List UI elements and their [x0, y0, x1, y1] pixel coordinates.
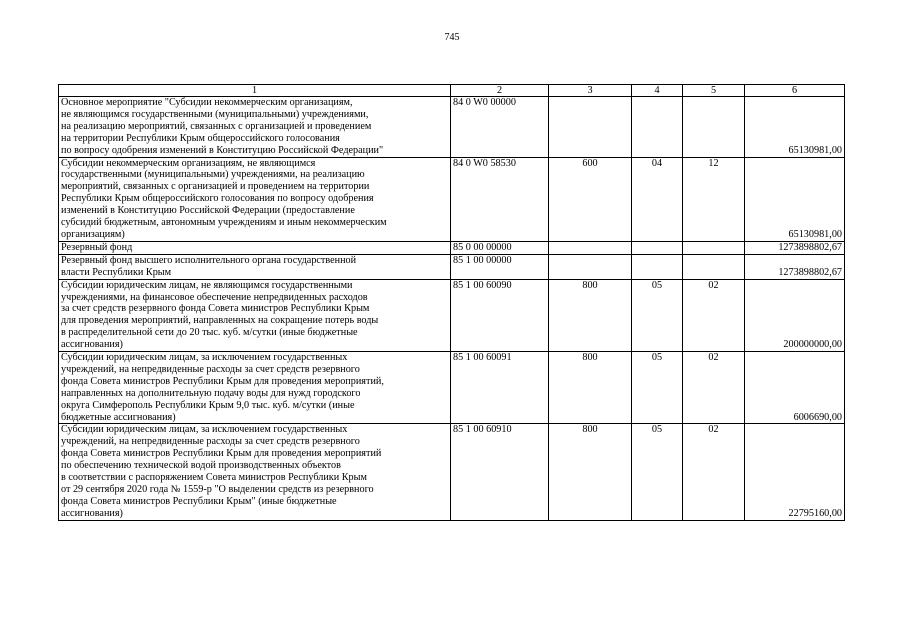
- subsection-cell: [683, 254, 745, 279]
- table-row: [59, 424, 845, 520]
- section-cell: [632, 254, 683, 279]
- amount-cell: 22795160,00: [745, 424, 845, 520]
- expense-type-cell: [549, 97, 632, 158]
- section-cell: [632, 97, 683, 158]
- section-cell: [632, 241, 683, 254]
- target-article-cell: 84 0 W0 58530: [451, 157, 549, 241]
- target-article-cell: 85 1 00 60090: [451, 279, 549, 351]
- column-header: 4: [632, 85, 683, 97]
- section-cell: 05: [632, 352, 683, 424]
- section-cell: 05: [632, 279, 683, 351]
- section-cell: 04: [632, 157, 683, 241]
- column-header: 6: [745, 85, 845, 97]
- target-article-cell: 85 1 00 60091: [451, 352, 549, 424]
- amount-cell: 1273898802,67: [745, 254, 845, 279]
- subsection-cell: [683, 97, 745, 158]
- table-row: [59, 352, 845, 424]
- budget-table: [58, 84, 845, 521]
- column-header: 5: [683, 85, 745, 97]
- amount-cell: 6006690,00: [745, 352, 845, 424]
- page-number: 745: [444, 32, 460, 43]
- subsection-cell: 02: [683, 352, 745, 424]
- target-article-cell: 84 0 W0 00000: [451, 97, 549, 158]
- subsection-cell: 02: [683, 424, 745, 520]
- expense-name-cell: Субсидии юридическим лицам, за исключением государственных учреждений, на непредвиденные расходы за счет средств резервного фонда Совета министров Республики Крым для проведения мероприятий по обеспечению технической водой производственных объектов в соответствии с распоряжением Совета министров Республики Крым от 29 сентября 2020 года № 1559-р "О выделении средств из резервного фонда Совета министров Республики Крым" (иные бюджетные ассигнования): [59, 424, 451, 520]
- column-number-row: [59, 85, 845, 97]
- expense-name-cell: Субсидии некоммерческим организациям, не являющимся государственными (муниципальными) учреждениями, на реализацию мероприятий, связанных с организацией и проведением на территории Республики Крым общероссийского голосования по вопросу одобрения изменений в Конституцию Российской Федерации (предоставление субсидий бюджетным, автономным учреждениям и иным некоммерческим организациям): [59, 157, 451, 241]
- subsection-cell: 12: [683, 157, 745, 241]
- expense-name-cell: Резервный фонд: [59, 241, 451, 254]
- expense-type-cell: [549, 254, 632, 279]
- column-header: 1: [59, 85, 451, 97]
- target-article-cell: 85 1 00 60910: [451, 424, 549, 520]
- expense-name-cell: Субсидии юридическим лицам, за исключением государственных учреждений, на непредвиденные расходы за счет средств резервного фонда Совета министров Республики Крым для проведения мероприятий, направленных на дополнительную подачу воды для нужд городского округа Симферополь Республики Крым 9,0 тыс. куб. м/сутки (иные бюджетные ассигнования): [59, 352, 451, 424]
- subsection-cell: 02: [683, 279, 745, 351]
- table-row: [59, 241, 845, 254]
- subsection-cell: [683, 241, 745, 254]
- expense-type-cell: [549, 241, 632, 254]
- expense-type-cell: 800: [549, 352, 632, 424]
- expense-type-cell: 600: [549, 157, 632, 241]
- target-article-cell: 85 0 00 00000: [451, 241, 549, 254]
- table-row: [59, 97, 845, 158]
- expense-type-cell: 800: [549, 279, 632, 351]
- amount-cell: 65130981,00: [745, 157, 845, 241]
- column-header: 2: [451, 85, 549, 97]
- column-header: 3: [549, 85, 632, 97]
- table-row: [59, 157, 845, 241]
- expense-name-cell: Резервный фонд высшего исполнительного органа государственной власти Республики Крым: [59, 254, 451, 279]
- section-cell: 05: [632, 424, 683, 520]
- table-row: [59, 254, 845, 279]
- table-row: [59, 279, 845, 351]
- expense-type-cell: 800: [549, 424, 632, 520]
- expense-name-cell: Основное мероприятие "Субсидии некоммерческим организациям, не являющимся государственными (муниципальными) учреждениями, на реализацию мероприятий, связанных с организацией и проведением на территории Республики Крым общероссийского голосования по вопросу одобрения изменений в Конституцию Российской Федерации": [59, 97, 451, 158]
- target-article-cell: 85 1 00 00000: [451, 254, 549, 279]
- expense-name-cell: Субсидии юридическим лицам, не являющимся государственными учреждениями, на финансовое обеспечение непредвиденных расходов за счет средств резервного фонда Совета министров Республики Крым для проведения мероприятий, направленных на сокращение потерь воды в распределительной сети до 20 тыс. куб. м/сутки (иные бюджетные ассигнования): [59, 279, 451, 351]
- amount-cell: 1273898802,67: [745, 241, 845, 254]
- amount-cell: 65130981,00: [745, 97, 845, 158]
- amount-cell: 200000000,00: [745, 279, 845, 351]
